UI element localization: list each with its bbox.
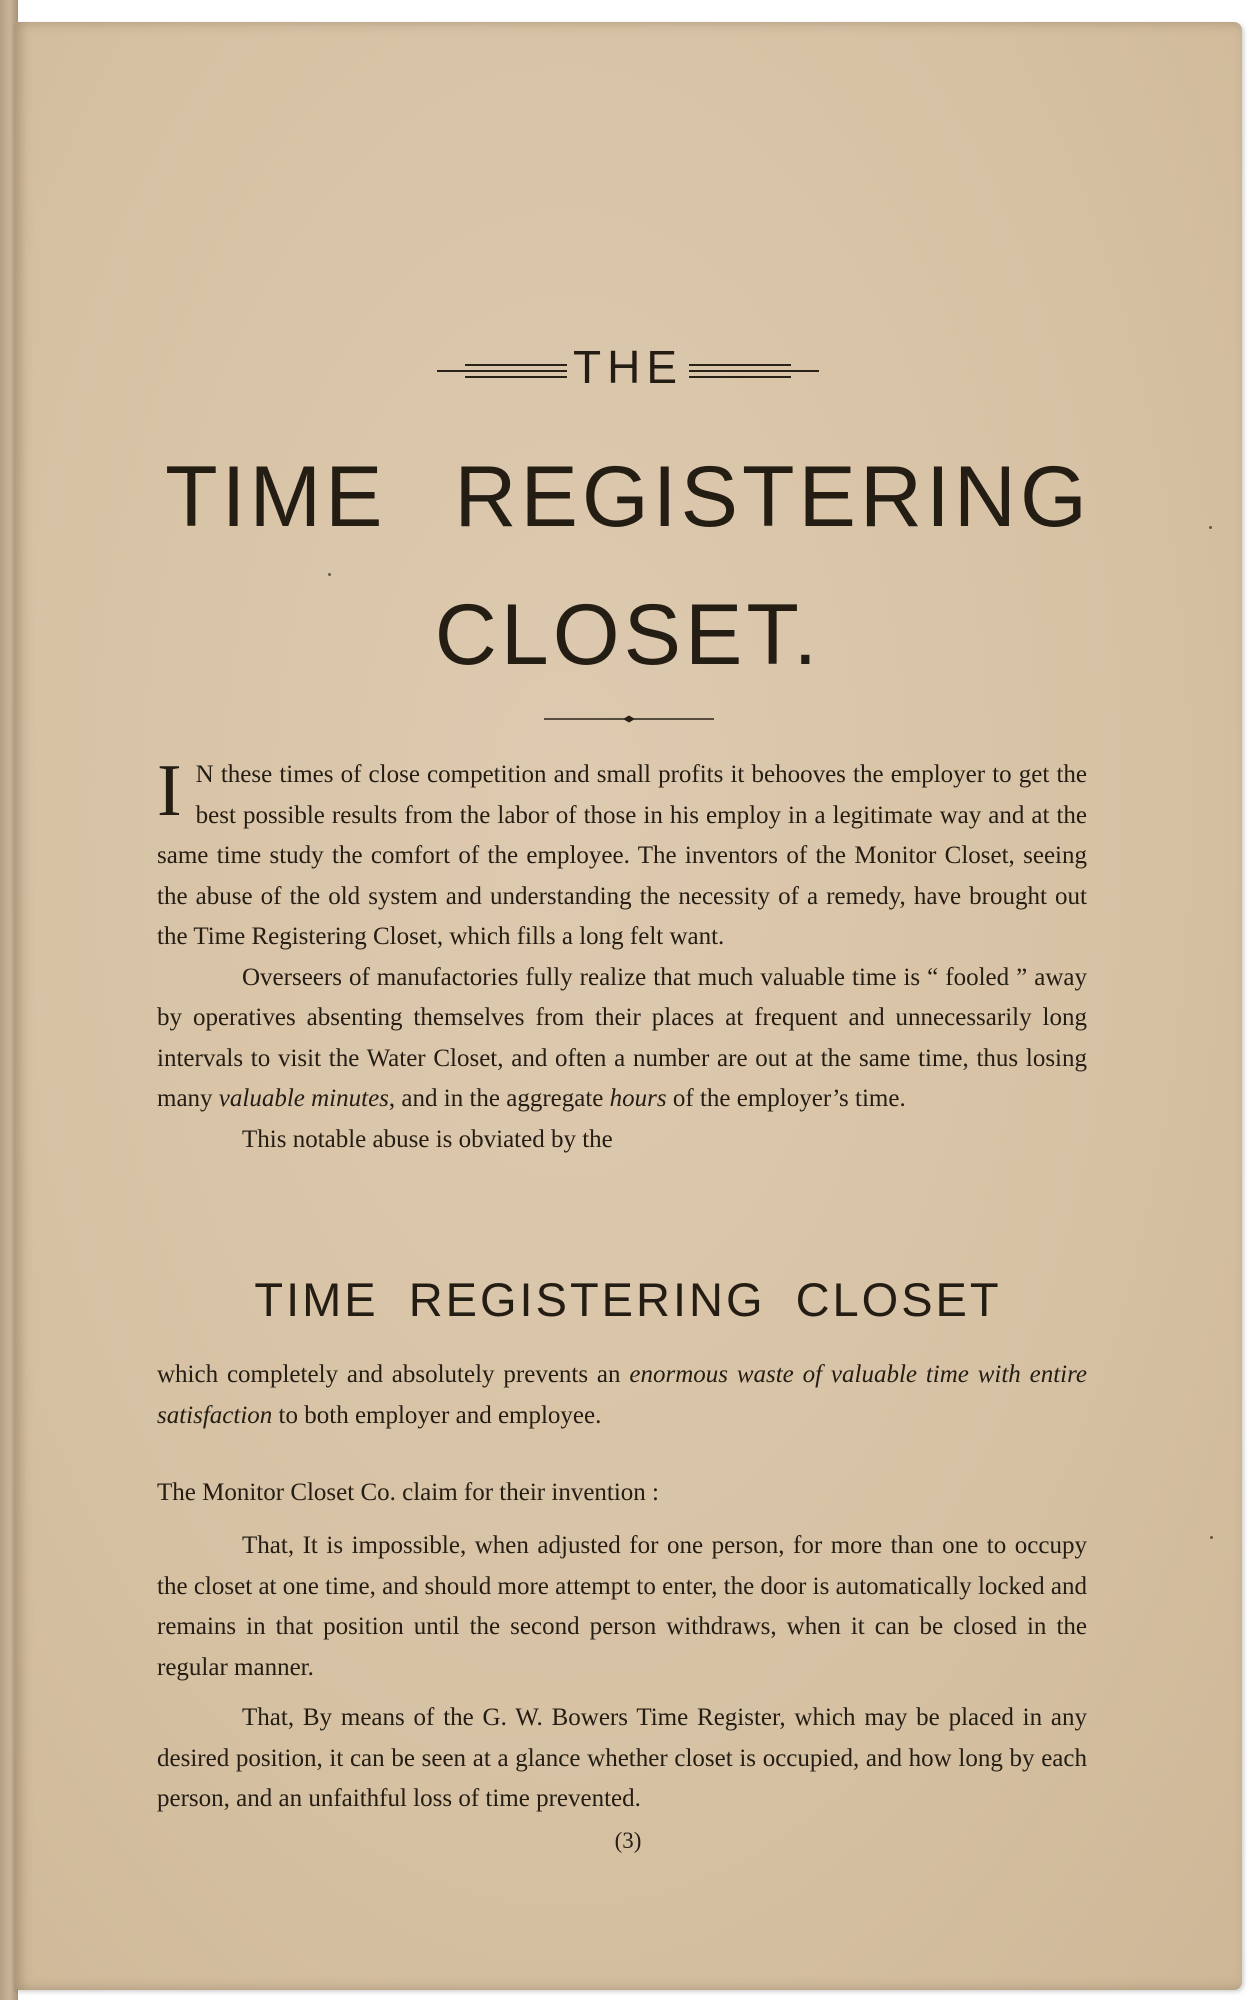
paper-speck bbox=[328, 573, 331, 576]
overseers-text-b: , and in the aggregate bbox=[388, 1085, 610, 1112]
page-number: (3) bbox=[614, 1828, 642, 1853]
section-subheading: TIME REGISTERING CLOSET bbox=[254, 1273, 1002, 1326]
kicker-text: THE bbox=[573, 341, 683, 393]
claim-paragraph-1: That, It is impossible, when adjusted for one person, for more than one to occupy the closet at one time, and should more attempt to enter, the door is automatically locked and remains in that position until the second person withdraws, when it can be closed in the regular manner. bbox=[157, 1532, 1087, 1681]
intro-paragraph bbox=[157, 750, 1087, 1160]
paper-speck bbox=[1210, 1536, 1213, 1539]
overseers-text-a: Overseers of manufactories fully realize that much valuable time is “ fooled ” away by operatives absenting themselves from their places at frequent and unnecessarily long intervals to visit the Water Closet, and often a number are out at the same time, thus losing many bbox=[157, 963, 1087, 1112]
claim-paragraph-2: That, By means of the G. W. Bowers Time Register, which may be placed in any desired position, it can be seen at a glance whether closet is occupied, and how long by each person, and an unfaithful loss of time prevented. bbox=[157, 1704, 1087, 1812]
overseers-text-c: of the employer’s time. bbox=[666, 1085, 906, 1112]
document-page bbox=[14, 22, 1242, 1990]
page-title-line1: TIME REGISTERING bbox=[165, 449, 1091, 545]
right-ornamental-rule bbox=[689, 360, 819, 382]
paper-speck bbox=[1209, 526, 1212, 529]
overseers-emphasis-minutes: valuable minutes bbox=[218, 1085, 389, 1112]
page-title-line2: CLOSET. bbox=[434, 587, 822, 683]
overseers-paragraph bbox=[157, 958, 1087, 1120]
diamond-rule-ornament bbox=[544, 715, 714, 723]
prevention-text-b: to both employer and employee. bbox=[272, 1401, 602, 1429]
prevention-text-a: which completely and absolutely prevents an bbox=[157, 1361, 630, 1388]
prevention-emphasis: enormous waste of valuable time with entire satisfaction bbox=[157, 1361, 1088, 1429]
abuse-paragraph: This notable abuse is obviated by the bbox=[242, 1125, 613, 1153]
drop-cap: I bbox=[157, 750, 182, 832]
overseers-emphasis-hours: hours bbox=[609, 1085, 667, 1112]
title-kicker bbox=[14, 340, 1242, 394]
left-ornamental-rule bbox=[437, 360, 567, 382]
claims-intro: The Monitor Closet Co. claim for their invention : bbox=[157, 1479, 660, 1506]
intro-paragraph-text: N these times of close competition and small profits it behooves the employer to get the best possible results from the labor of those in his employ in a legitimate way and at the same time study the comfort of the employee. The inventors of the Monitor Closet, seeing the abuse of the old system and understanding the necessity of a remedy, have brought out the Time Registering Closet, which fills a long felt want. bbox=[157, 761, 1087, 950]
prevention-paragraph bbox=[157, 1355, 1087, 1436]
